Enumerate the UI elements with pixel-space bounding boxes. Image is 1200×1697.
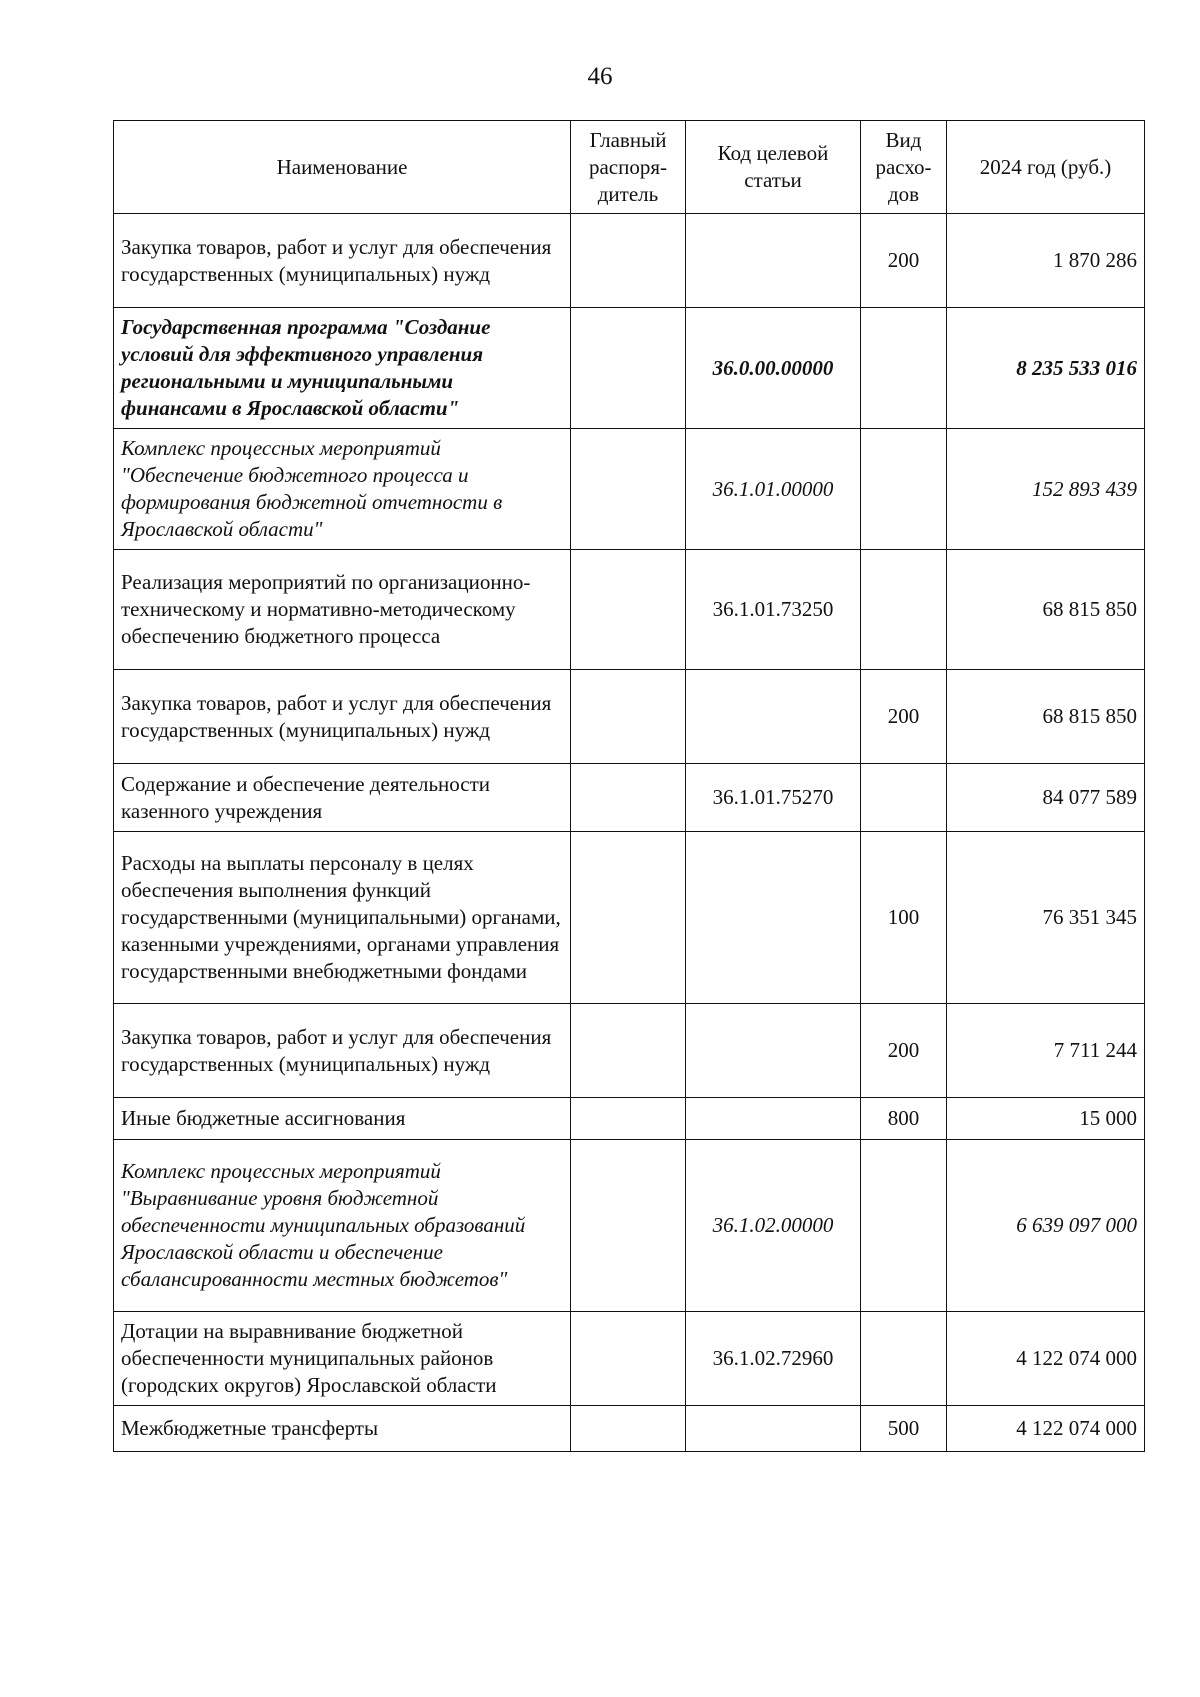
- cell-main-manager: [571, 670, 686, 764]
- cell-target-code: 36.1.01.75270: [686, 764, 861, 832]
- page-number: 46: [587, 63, 613, 90]
- cell-year-sum: 4 122 074 000: [947, 1406, 1145, 1452]
- table-row: [114, 550, 1145, 670]
- cell-name: Межбюджетные трансферты: [114, 1406, 571, 1452]
- table-row: [114, 1004, 1145, 1098]
- cell-target-code: 36.1.01.73250: [686, 550, 861, 670]
- header-expense-kind: Вид расхо-дов: [861, 121, 947, 214]
- cell-target-code: [686, 1406, 861, 1452]
- cell-name: Реализация мероприятий по организационно-техническому и нормативно-методическому обеспечению бюджетного процесса: [114, 550, 571, 670]
- cell-main-manager: [571, 1098, 686, 1140]
- cell-year-sum: 8 235 533 016: [947, 308, 1145, 429]
- cell-name: Комплекс процессных мероприятий "Выравнивание уровня бюджетной обеспеченности муниципальных образований Ярославской области и обеспечение сбалансированности местных бюджетов": [114, 1140, 571, 1312]
- cell-name: Расходы на выплаты персоналу в целях обеспечения выполнения функций государственными (муниципальными) органами, казенными учреждениями, органами управления государственными внебюджетными фондами: [114, 832, 571, 1004]
- cell-name: Дотации на выравнивание бюджетной обеспеченности муниципальных районов (городских округов) Ярославской области: [114, 1312, 571, 1406]
- cell-expense-kind: [861, 1312, 947, 1406]
- table-row: [114, 1140, 1145, 1312]
- cell-name: Содержание и обеспечение деятельности казенного учреждения: [114, 764, 571, 832]
- table-row: [114, 308, 1145, 429]
- budget-table: [113, 120, 1145, 1452]
- cell-name: Закупка товаров, работ и услуг для обеспечения государственных (муниципальных) нужд: [114, 1004, 571, 1098]
- cell-target-code: [686, 1004, 861, 1098]
- cell-year-sum: 152 893 439: [947, 429, 1145, 550]
- cell-expense-kind: [861, 764, 947, 832]
- cell-expense-kind: 500: [861, 1406, 947, 1452]
- cell-expense-kind: [861, 1140, 947, 1312]
- cell-name: Закупка товаров, работ и услуг для обеспечения государственных (муниципальных) нужд: [114, 214, 571, 308]
- cell-target-code: [686, 670, 861, 764]
- cell-year-sum: 4 122 074 000: [947, 1312, 1145, 1406]
- cell-year-sum: 68 815 850: [947, 550, 1145, 670]
- header-name: Наименование: [114, 121, 571, 214]
- cell-target-code: [686, 832, 861, 1004]
- table-row: [114, 214, 1145, 308]
- cell-expense-kind: 200: [861, 1004, 947, 1098]
- cell-expense-kind: [861, 429, 947, 550]
- cell-main-manager: [571, 1312, 686, 1406]
- cell-main-manager: [571, 1140, 686, 1312]
- cell-main-manager: [571, 1004, 686, 1098]
- table-row: [114, 1406, 1145, 1452]
- table-row: [114, 832, 1145, 1004]
- cell-year-sum: 68 815 850: [947, 670, 1145, 764]
- cell-year-sum: 84 077 589: [947, 764, 1145, 832]
- cell-expense-kind: 800: [861, 1098, 947, 1140]
- table-row: [114, 670, 1145, 764]
- cell-expense-kind: 100: [861, 832, 947, 1004]
- cell-expense-kind: 200: [861, 670, 947, 764]
- cell-year-sum: 76 351 345: [947, 832, 1145, 1004]
- cell-main-manager: [571, 308, 686, 429]
- cell-name: Комплекс процессных мероприятий "Обеспечение бюджетного процесса и формирования бюджетной отчетности в Ярославской области": [114, 429, 571, 550]
- cell-main-manager: [571, 764, 686, 832]
- cell-target-code: 36.1.02.72960: [686, 1312, 861, 1406]
- table-body: [114, 214, 1145, 1452]
- cell-year-sum: 15 000: [947, 1098, 1145, 1140]
- cell-expense-kind: [861, 308, 947, 429]
- table-header-row: [114, 121, 1145, 214]
- table-row: [114, 429, 1145, 550]
- cell-target-code: [686, 1098, 861, 1140]
- header-main-manager: Главный распоря-дитель: [571, 121, 686, 214]
- cell-year-sum: 6 639 097 000: [947, 1140, 1145, 1312]
- cell-target-code: 36.1.02.00000: [686, 1140, 861, 1312]
- table-row: [114, 1312, 1145, 1406]
- cell-main-manager: [571, 429, 686, 550]
- cell-main-manager: [571, 832, 686, 1004]
- cell-expense-kind: 200: [861, 214, 947, 308]
- table-row: [114, 764, 1145, 832]
- cell-main-manager: [571, 550, 686, 670]
- cell-target-code: 36.1.01.00000: [686, 429, 861, 550]
- cell-year-sum: 7 711 244: [947, 1004, 1145, 1098]
- cell-target-code: 36.0.00.00000: [686, 308, 861, 429]
- header-target-code: Код целевой статьи: [686, 121, 861, 214]
- cell-expense-kind: [861, 550, 947, 670]
- table-row: [114, 1098, 1145, 1140]
- cell-name: Закупка товаров, работ и услуг для обеспечения государственных (муниципальных) нужд: [114, 670, 571, 764]
- header-year-sum: 2024 год (руб.): [947, 121, 1145, 214]
- cell-target-code: [686, 214, 861, 308]
- cell-name: Иные бюджетные ассигнования: [114, 1098, 571, 1140]
- cell-main-manager: [571, 1406, 686, 1452]
- cell-main-manager: [571, 214, 686, 308]
- cell-year-sum: 1 870 286: [947, 214, 1145, 308]
- cell-name: Государственная программа "Создание условий для эффективного управления региональными и муниципальными финансами в Ярославской области": [114, 308, 571, 429]
